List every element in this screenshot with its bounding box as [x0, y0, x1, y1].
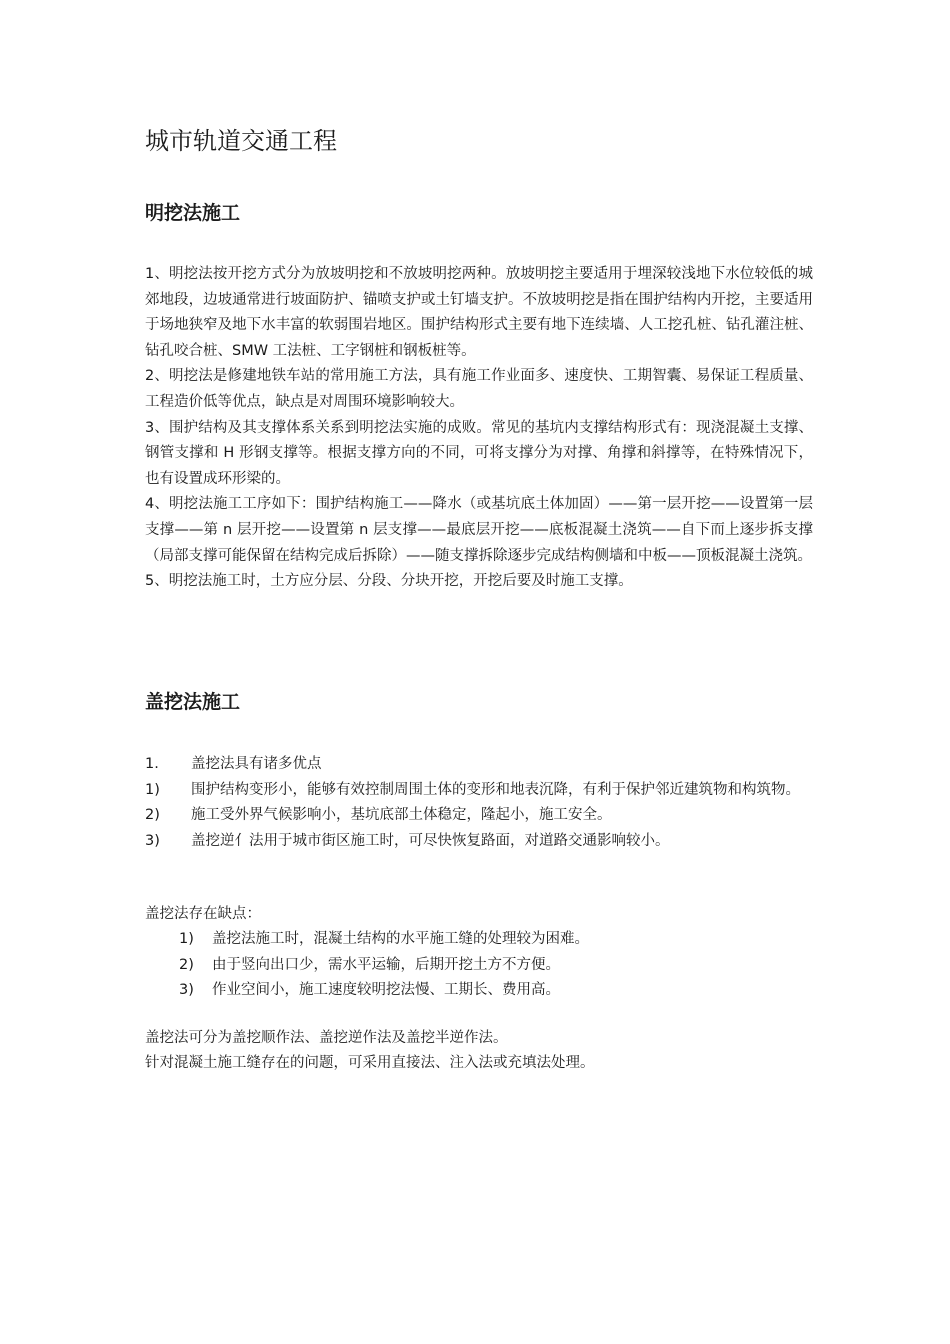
- paragraph: 3、围护结构及其支撑体系关系到明挖法实施的成败。常见的基坑内支撑结构形式有：现浇混凝土支撑、钢管支撑和 H 形钢支撑等。根据支撑方向的不同，可将支撑分为对撑、角撑和斜撑等，在特殊情况下，也有设置成环形梁的。: [145, 419, 813, 487]
- list-item: [179, 953, 813, 979]
- list-item: [145, 829, 813, 855]
- list-item: [145, 803, 813, 829]
- disadvantages-list: [179, 927, 813, 1004]
- list-item-text: 盖挖逆亻法用于城市街区施工时，可尽快恢复路面，对道路交通影响较小。: [191, 832, 670, 849]
- paragraph: 5、明挖法施工时，土方应分层、分段、分块开挖，开挖后要及时施工支撑。: [145, 573, 633, 590]
- list-item-text: 作业空间小，施工速度较明挖法慢、工期长、费用高。: [212, 982, 560, 999]
- list-marker: 1): [179, 931, 194, 947]
- paragraph: 4、明挖法施工工序如下：围护结构施工——降水（或基坑底土体加固）——第一层开挖——设置第一层支撑——第 n 层开挖——设置第 n 层支撑——最底层开挖——底板混凝土浇筑——自下而上逐步拆支撑（局部支撑可能保留在结构完成后拆除）——随支撑拆除逐步完成结构侧墙和中板——顶板混凝土浇筑。: [145, 496, 813, 564]
- list-marker: 1.: [145, 756, 159, 772]
- section-heading-open-cut: 明挖法施工: [145, 202, 241, 224]
- list-item: [179, 978, 813, 1004]
- disadvantages-intro: 盖挖法存在缺点：: [145, 906, 261, 922]
- list-item: [145, 752, 813, 778]
- list-item: [179, 927, 813, 953]
- list-item-text: 盖挖法具有诸多优点: [191, 756, 322, 772]
- list-item-text: 围护结构变形小，能够有效控制周围土体的变形和地表沉降，有利于保护邻近建筑物和构筑物。: [191, 781, 800, 798]
- list-marker: 2): [179, 956, 194, 973]
- list-item-text: 施工受外界气候影响小，基坑底部土体稳定，隆起小，施工安全。: [191, 807, 612, 824]
- open-cut-paragraphs: [145, 262, 813, 595]
- list-marker: 2): [145, 807, 160, 824]
- document-title: 城市轨道交通工程: [145, 127, 337, 155]
- list-marker: 3): [179, 982, 194, 999]
- paragraph: 1、明挖法按开挖方式分为放坡明挖和不放坡明挖两种。放坡明挖主要适用于埋深较浅地下水位较低的城郊地段，边坡通常进行坡面防护、锚喷支护或土钉墙支护。不放坡明挖是指在围护结构内开挖，主要适用于场地狭窄及地下水丰富的软弱围岩地区。围护结构形式主要有地下连续墙、人工挖孔桩、钻孔灌注桩、钻孔咬合桩、SMW 工法桩、工字钢桩和钢板桩等。: [145, 266, 813, 359]
- list-marker: 1): [145, 781, 160, 798]
- closing-line: 针对混凝土施工缝存在的问题，可采用直接法、注入法或充填法处理。: [145, 1055, 595, 1071]
- list-item-text: 盖挖法施工时，混凝土结构的水平施工缝的处理较为困难。: [212, 931, 589, 947]
- list-marker: 3): [145, 832, 160, 849]
- list-item-text: 由于竖向出口少，需水平运输，后期开挖土方不方便。: [212, 956, 560, 973]
- section-heading-cover-cut: 盖挖法施工: [145, 691, 241, 713]
- list-item: [145, 778, 813, 804]
- closing-line: 盖挖法可分为盖挖顺作法、盖挖逆作法及盖挖半逆作法。: [145, 1030, 508, 1046]
- paragraph: 2、明挖法是修建地铁车站的常用施工方法，具有施工作业面多、速度快、工期智囊、易保证工程质量、工程造价低等优点，缺点是对周围环境影响较大。: [145, 368, 813, 410]
- advantages-list: [145, 752, 813, 854]
